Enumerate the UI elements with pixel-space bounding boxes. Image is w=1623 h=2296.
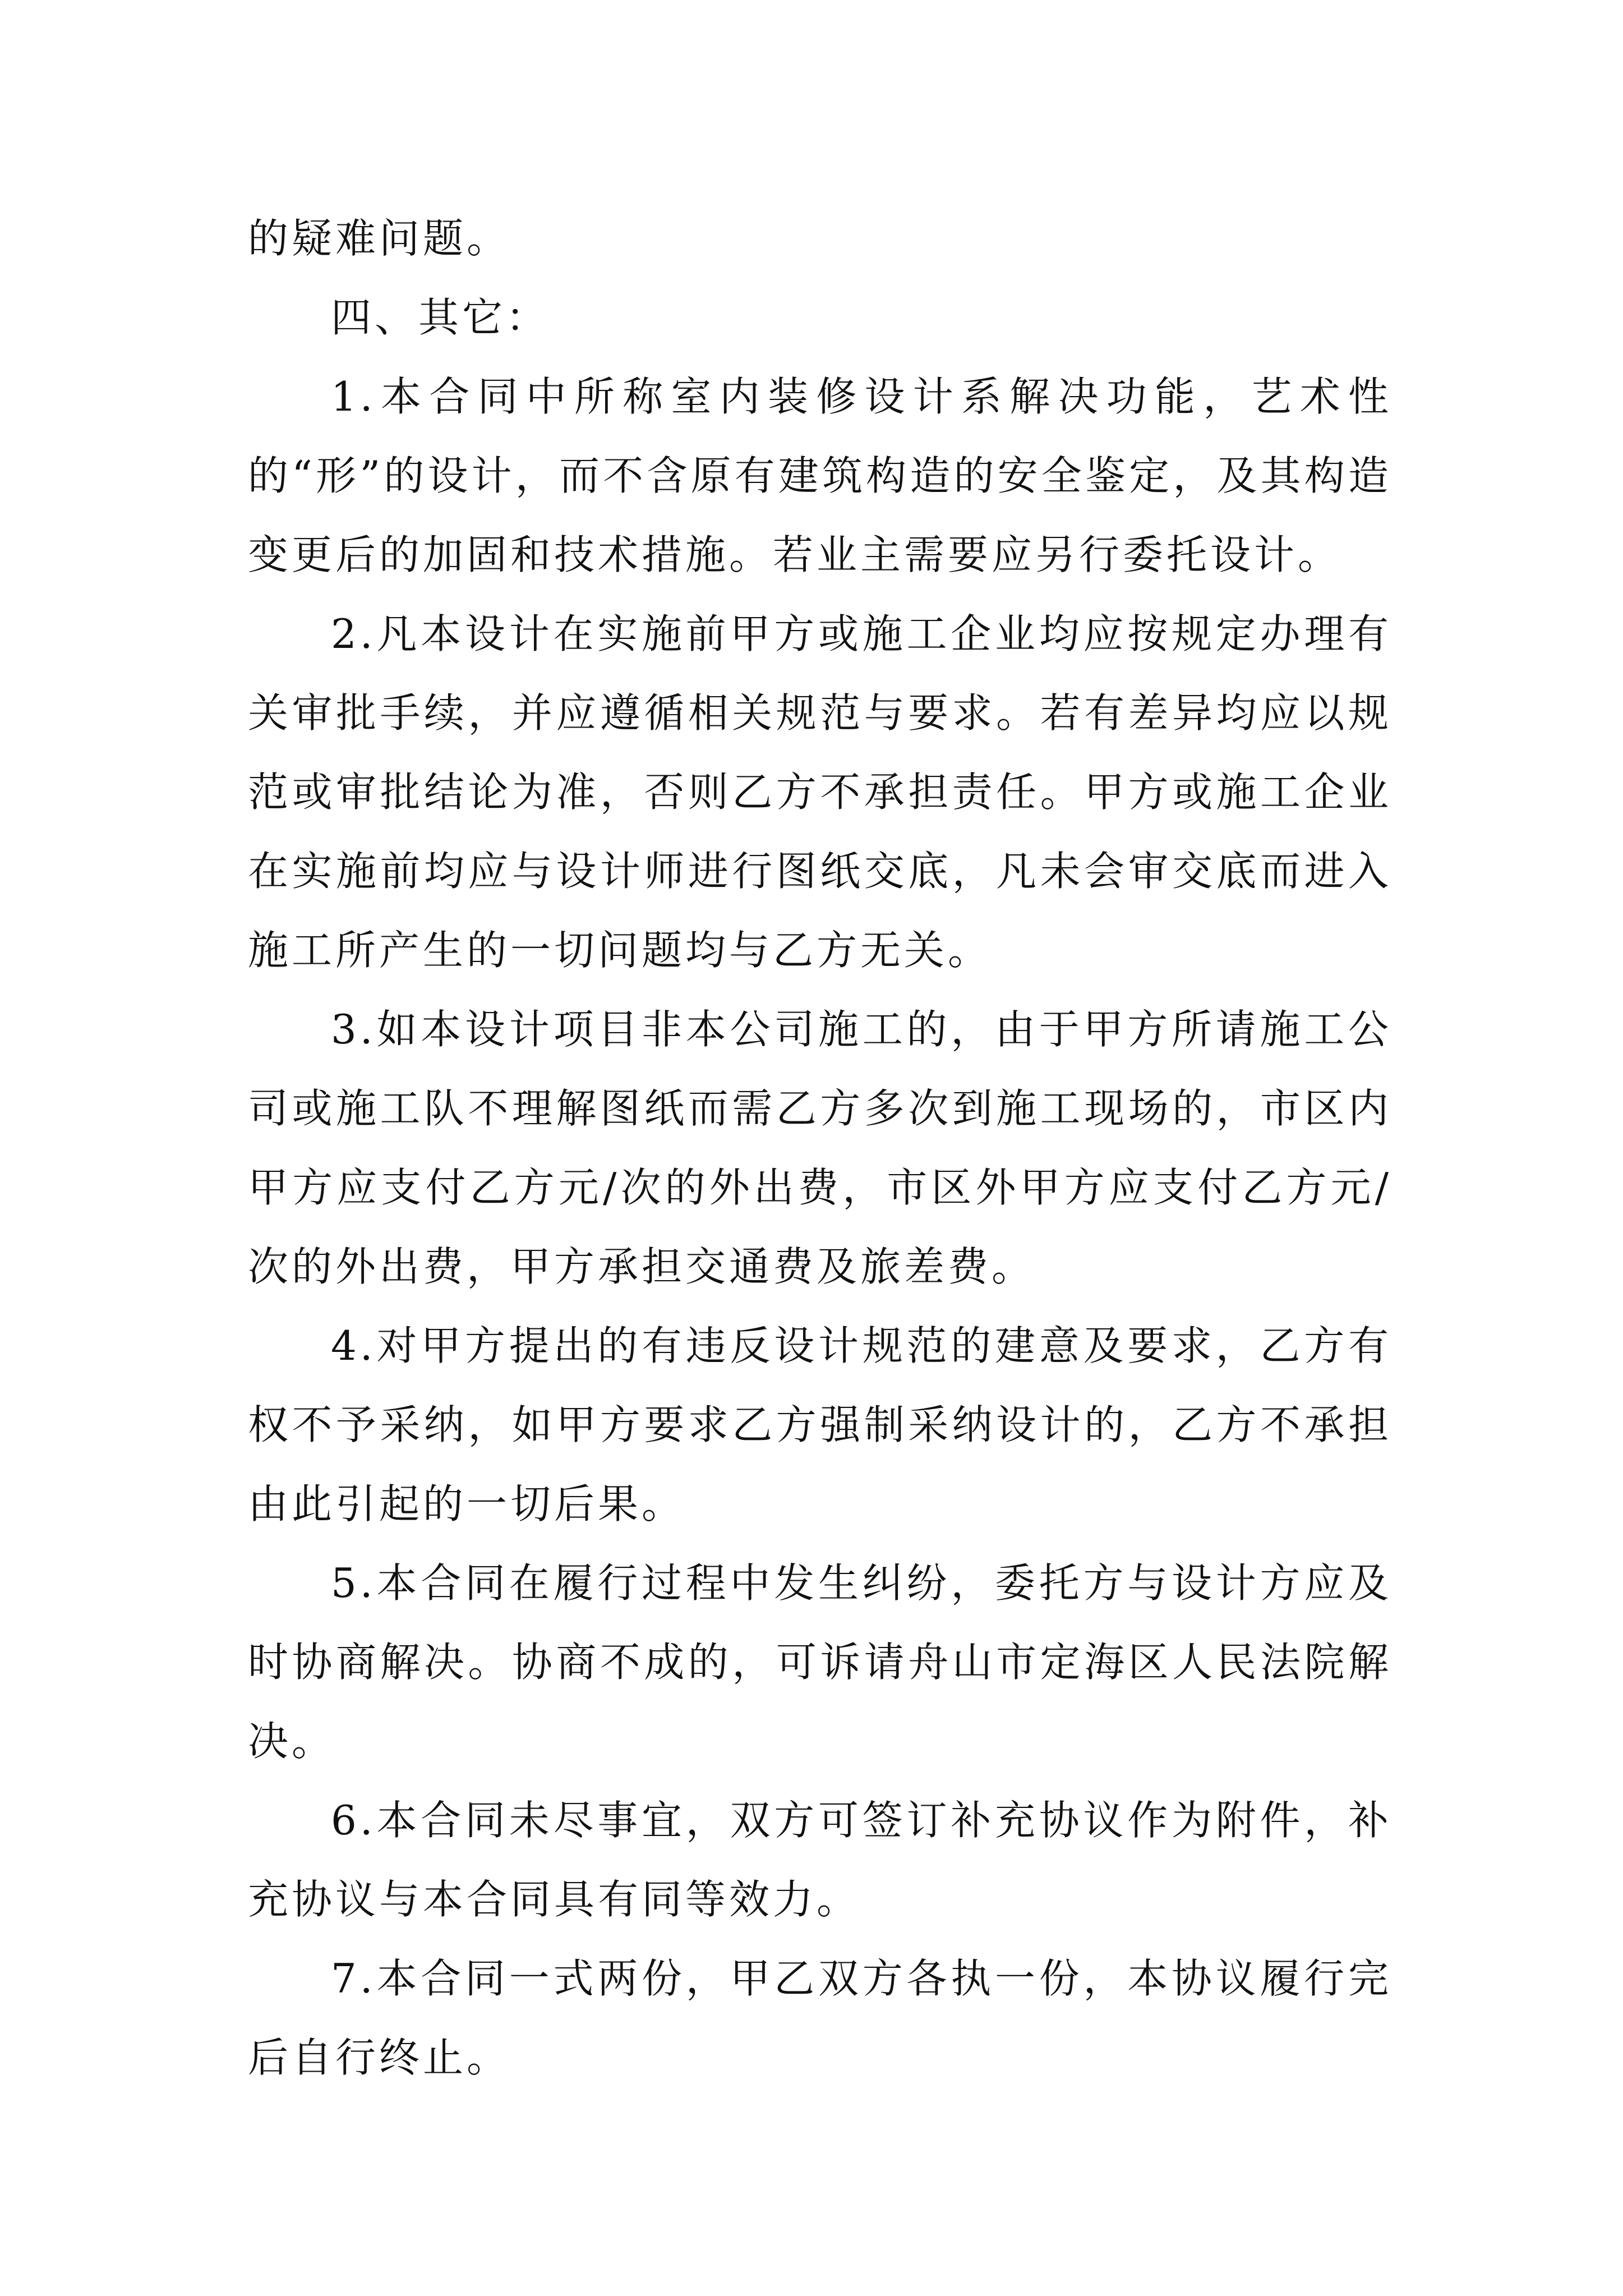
clause-7: 7.本合同一式两份，甲乙双方各执一份，本协议履行完后自行终止。 bbox=[248, 1955, 1392, 2081]
clause-2: 2.凡本设计在实施前甲方或施工企业均应按规定办理有关审批手续，并应遵循相关规范与要求。若有差异均应以规范或审批结论为准，否则乙方不承担责任。甲方或施工企业在实施前均应与设计师进行图纸交底，凡未会审交底而进入施工所产生的一切问题均与乙方无关。 bbox=[248, 610, 1392, 974]
paragraph-continuation: 的疑难问题。 bbox=[248, 215, 511, 262]
clause-5: 5.本合同在履行过程中发生纠纷，委托方与设计方应及时协商解决。协商不成的，可诉请舟山市定海区人民法院解决。 bbox=[248, 1559, 1392, 1765]
section-heading-other: 四、其它： bbox=[331, 294, 550, 341]
clause-6: 6.本合同未尽事宜，双方可签订补充协议作为附件，补充协议与本合同具有同等效力。 bbox=[248, 1797, 1392, 1923]
document-body bbox=[248, 199, 1392, 2097]
clause-3: 3.如本设计项目非本公司施工的，由于甲方所请施工公司或施工队不理解图纸而需乙方多次到施工现场的，市区内甲方应支付乙方元/次的外出费，市区外甲方应支付乙方元/次的外出费，甲方承担交通费及旅差费。 bbox=[248, 1006, 1392, 1290]
clause-1: 1.本合同中所称室内装修设计系解决功能，艺术性的“形”的设计，而不含原有建筑构造的安全鉴定，及其构造变更后的加固和技术措施。若业主需要应另行委托设计。 bbox=[248, 373, 1392, 578]
clause-4: 4.对甲方提出的有违反设计规范的建意及要求，乙方有权不予采纳，如甲方要求乙方强制采纳设计的，乙方不承担由此引起的一切后果。 bbox=[248, 1322, 1392, 1527]
